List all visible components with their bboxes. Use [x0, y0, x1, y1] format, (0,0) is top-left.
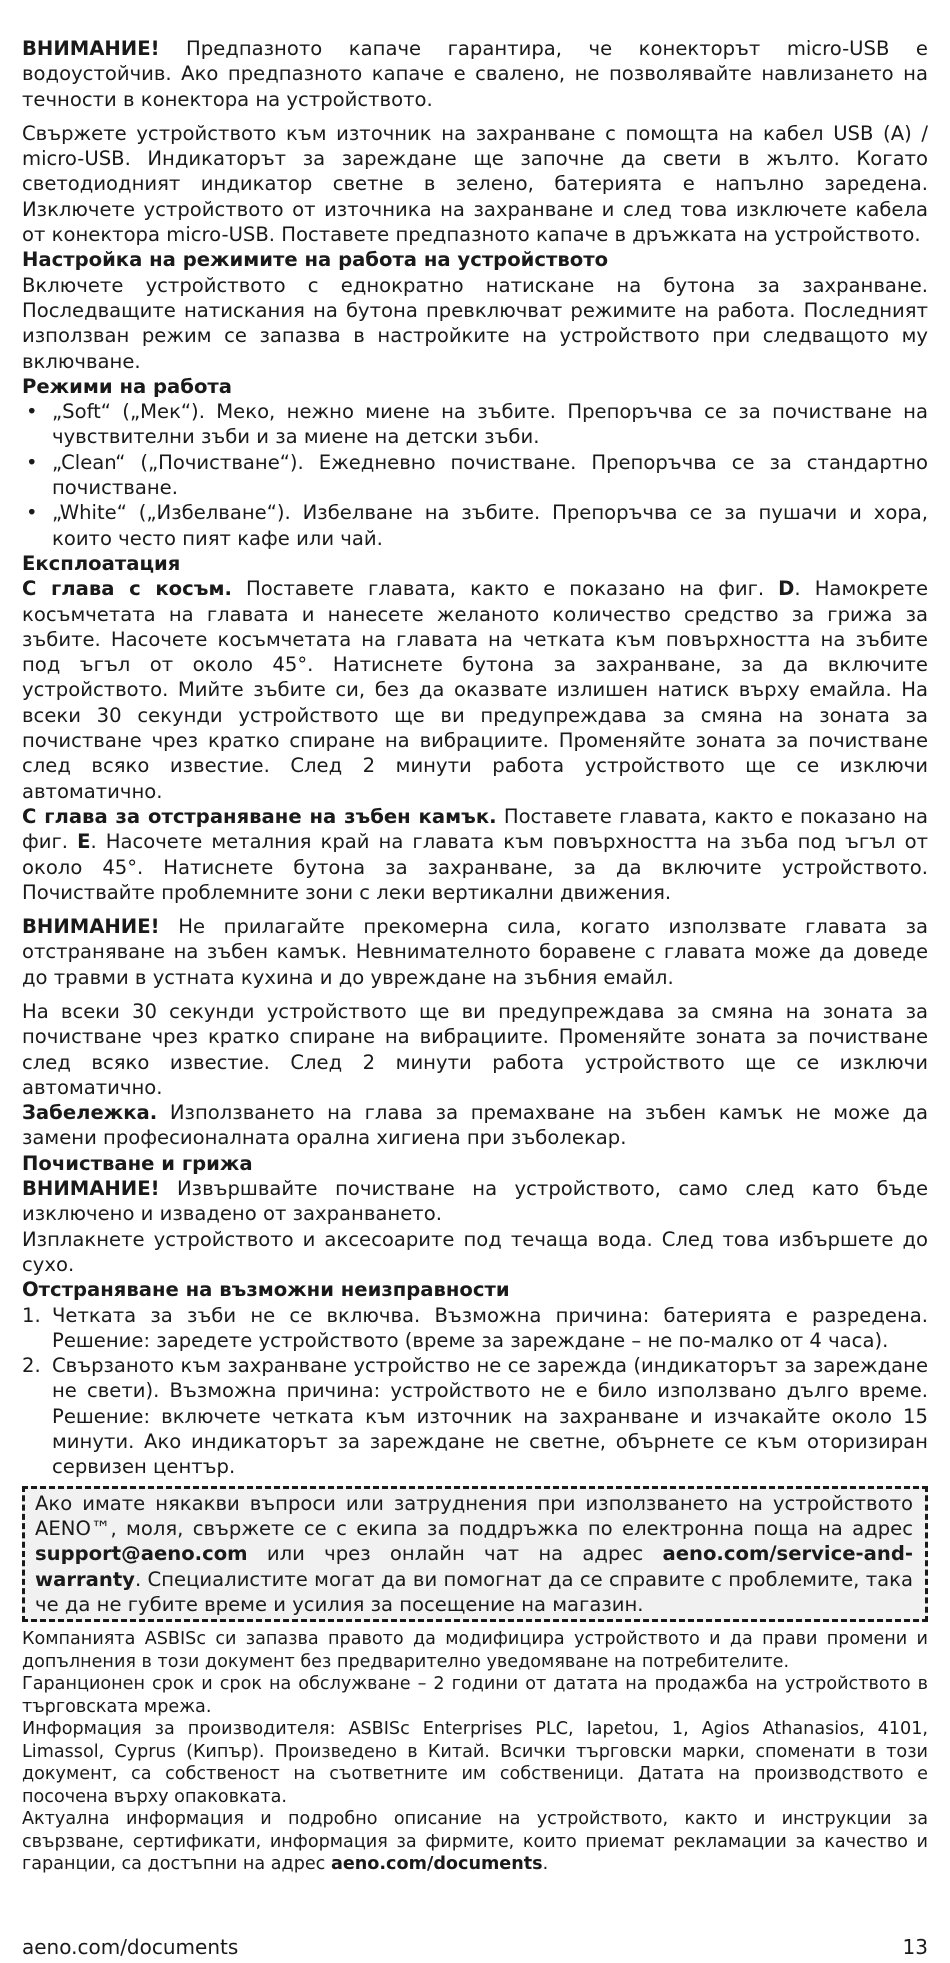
note-paragraph: [22, 1100, 928, 1151]
page-number: 13: [902, 1935, 928, 1959]
charging-paragraph: Свържете устройството към източник на захранване с помощта на кабел USB (A) / micro-USB. Индикаторът за зареждане ще започне да свети в жълто. Когато светодиодният индикатор светне в зелено, батерията е напълно заредена. Изключете устройството от източника на захранване и след това изключете кабела от конектора micro-USB. Поставете предпазното капаче в дръжката на устройството.: [22, 121, 928, 247]
support-box: [22, 1486, 928, 1622]
interval-paragraph: На всеки 30 секунди устройството ще ви предупреждава за смяна на зоната за почистване чрез кратко спиране на вибрациите. Променяйте зоната за почистване след всяко известие. След 2 минути работа устройството ще се изключи автоматично.: [22, 999, 928, 1099]
bristle-text: Поставете главата, както е показано на фиг.: [231, 577, 779, 601]
care-warning-text: Извършвайте почистване на устройството, само след като бъде изключено и извадено от захранването.: [22, 1177, 928, 1226]
warning-label: ВНИМАНИЕ!: [22, 37, 160, 60]
modifications-paragraph: Компанията ASBISc си запазва правото да модифицира устройството и да прави промени и допълнения в този документ без предварително уведомяване на потребителите.: [22, 1629, 928, 1672]
figure-e-ref: E: [77, 830, 91, 854]
tartar-head-paragraph: [22, 804, 928, 905]
troubleshooting-heading: Отстраняване на възможни неизправности: [22, 1278, 510, 1302]
care-warning-paragraph: [22, 1176, 928, 1227]
trouble-item-number: 2.: [22, 1354, 41, 1378]
trouble-item-text: Четката за зъби не се включва. Възможна причина: батерията е разредена. Решение: заредете устройството (време за зареждане – не по-малко от 4 часа).: [52, 1303, 928, 1352]
mode-clean: • „Clean“ („Почистване“). Ежедневно почистване. Препоръчва се за стандартно почистване.: [52, 450, 928, 501]
modes-heading: Режими на работа: [22, 374, 232, 398]
support-text-end: . Специалистите могат да ви помогнат да се справите с проблемите, така че да не губите време и усилия за посещение на магазин.: [35, 1567, 913, 1616]
trouble-item: [22, 1353, 928, 1479]
care-warning-label: ВНИМАНИЕ!: [22, 1177, 160, 1201]
legal-section: [22, 1628, 928, 1876]
modes-list: [22, 399, 928, 551]
bristle-text-cont: . Намокрете косъмчетата на главата и нанесете желаното количество средство за грижа за зъбите. Насочете косъмчетата на главата на четката към повърхността на зъбите под ъгъл от около 45°. Натиснете бутона за захранване, за да включите устройството. Мийте зъбите си, без да оказвате излишен натиск върху емайла. На всеки 30 секунди устройството ще ви предупреждава за смяна на зоната за почистване чрез кратко спиране на вибрациите. Променяйте зоната за почистване след всяко известие. След 2 минути работа устройството ще се изключи автоматично.: [22, 577, 929, 803]
warning-text: Предпазното капаче гарантира, че конекторът micro-USB е водоустойчив. Ако предпазното капаче е свалено, не позволявайте навлизането на течности в конектора на устройството.: [22, 37, 928, 111]
tartar-warning-paragraph: [22, 914, 928, 990]
service-warranty-link[interactable]: aeno.com/service-and-warranty: [35, 1542, 913, 1591]
trouble-item: [22, 1303, 928, 1354]
operation-heading: Експлоатация: [22, 551, 181, 575]
figure-d-ref: D: [778, 577, 795, 601]
documents-text-end: .: [542, 1854, 549, 1875]
mode-white: • „White“ („Избелване“). Избелване на зъбите. Препоръчва се за пушачи и хора, които често пият кафе или чай.: [52, 500, 928, 551]
page-footer: [22, 1934, 928, 1960]
note-label: Забележка.: [22, 1101, 158, 1125]
settings-heading: Настройка на режимите на работа на устройството: [22, 248, 609, 272]
documents-paragraph: [22, 1808, 928, 1876]
support-email-link[interactable]: support@aeno.com: [35, 1542, 248, 1566]
warranty-paragraph: Гаранционен срок и срок на обслужване – 2 години от датата на продажба на устройството в търговската мрежа.: [22, 1674, 928, 1717]
tartar-warning-text: Не прилагайте прекомерна сила, когато използвате главата за отстраняване на зъбен камък. Невнимателното боравене с главата може да доведе до травми в устната кухина и до увреждане на зъбния емайл.: [22, 915, 928, 989]
documents-link[interactable]: aeno.com/documents: [330, 1854, 543, 1875]
settings-paragraph: Включете устройството с еднократно натискане на бутона за захранване. Последващите натискания на бутона превключват режимите на работа. Последният използван режим се запазва в настройките на устройството при следващото му включване.: [22, 273, 928, 373]
tartar-head-label: С глава за отстраняване на зъбен камък.: [22, 804, 497, 828]
tartar-text-cont: . Насочете металния край на главата към повърхността на зъба под ъгъл от около 45°. Натиснете бутона за захранване, за да включите устройството. Почиствайте проблемните зони с леки вертикални движения.: [22, 830, 928, 904]
warning-cap-paragraph: [22, 36, 928, 112]
support-paragraph: [35, 1491, 913, 1617]
mode-soft: • „Soft“ („Мек“). Меко, нежно миене на зъбите. Препоръчва се за почистване на чувствителни зъби и за миене на детски зъби.: [52, 399, 928, 450]
support-text: Ако имате някакви въпроси или затруднения при използването на устройството AENO™, моля, свържете се с екипа за поддръжка по електронна поща на адрес: [35, 1491, 913, 1540]
care-paragraph: Изплакнете устройството и аксесоарите под течаща вода. След това избършете до сухо.: [22, 1227, 928, 1276]
care-heading: Почистване и грижа: [22, 1151, 253, 1175]
note-text: Използването на глава за премахване на зъбен камък не може да замени професионалната орална хигиена при зъболекар.: [22, 1101, 928, 1150]
tartar-warning-label: ВНИМАНИЕ!: [22, 915, 160, 939]
trouble-item-text: Свързаното към захранване устройство не се зарежда (индикаторът за зареждане не свети). Възможна причина: устройството не е било използвано дълго време. Решение: включете четката към източник на захранване и изчакайте около 15 минути. Ако индикаторът за зареждане не светне, обърнете се към оторизиран сервизен център.: [52, 1354, 928, 1479]
support-text-cont: или чрез онлайн чат на адрес: [247, 1542, 663, 1566]
documents-text: Актуална информация и подробно описание на устройството, както и инструкции за свързване, сертификати, информация за фирмите, които приемат рекламации за качество и гаранции, са достъпни на адрес: [22, 1809, 928, 1875]
manufacturer-paragraph: Информация за производителя: ASBISc Enterprises PLC, Iapetou, 1, Agios Athanasios, 4101, Limassol, Cyprus (Кипър). Произведено в Китай. Всички търговски марки, споменати в този документ, са собственост на съответните им собственици. Датата на производството е посочена върху опаковката.: [22, 1719, 928, 1807]
trouble-item-number: 1.: [22, 1303, 41, 1327]
bristle-head-label: С глава с косъм.: [22, 577, 232, 601]
footer-url: aeno.com/documents: [22, 1935, 239, 1959]
troubleshooting-list: [22, 1303, 928, 1480]
tartar-text: Поставете главата, както е показано на фиг.: [22, 804, 928, 854]
bristle-head-paragraph: [22, 576, 928, 804]
